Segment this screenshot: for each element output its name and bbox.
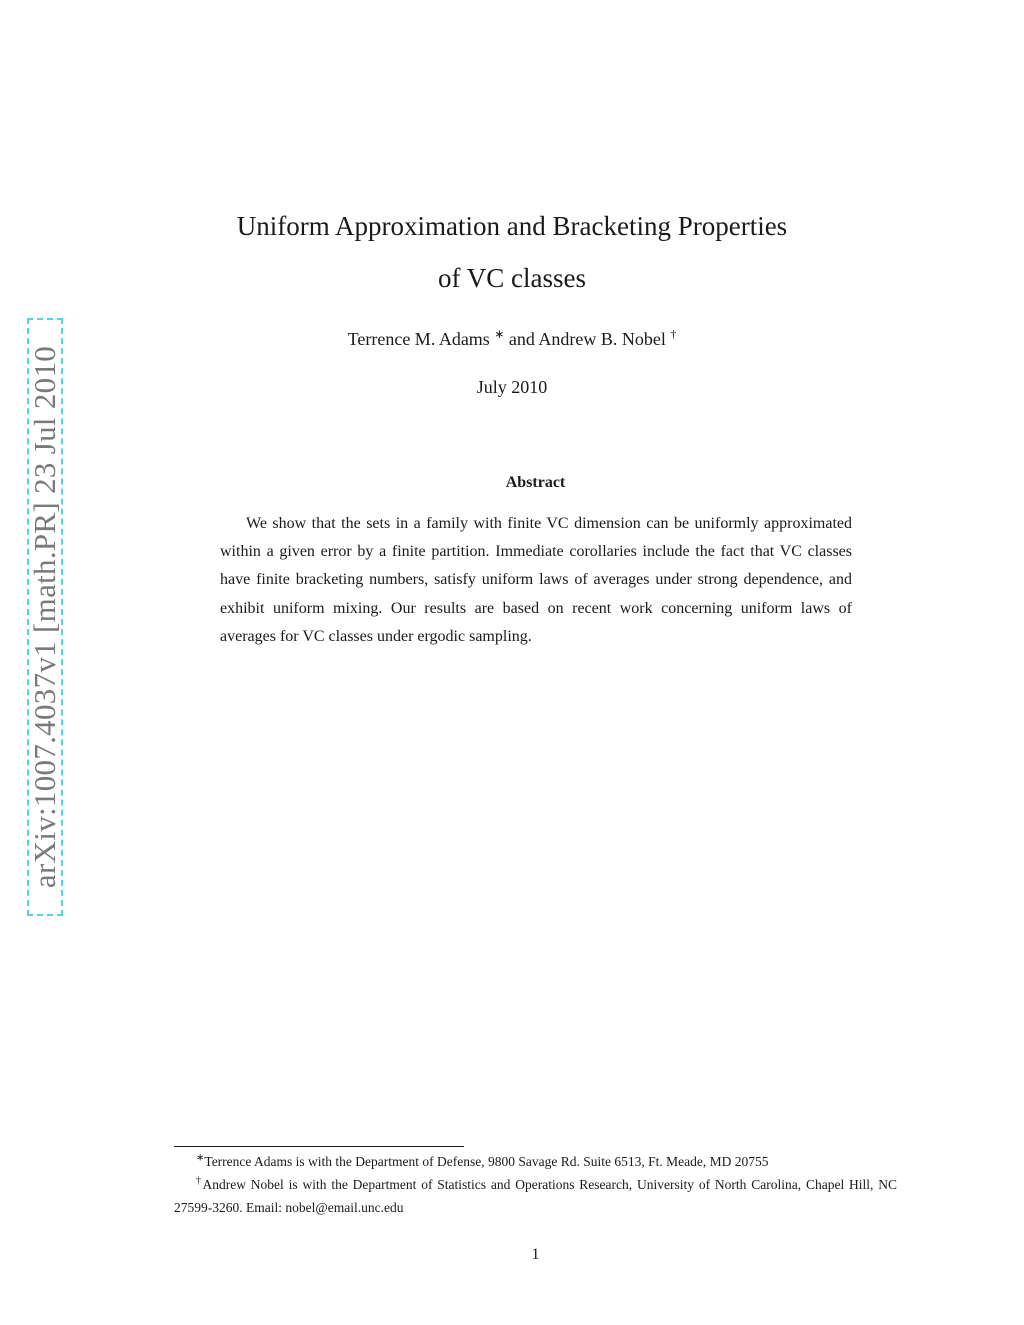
abstract-body: We show that the sets in a family with finite VC dimension can be uniformly approximated within a given error by a finite partition. Immediate corollaries include the fact that VC classes have finite bracketing numbers, satisfy uniform laws of averages under strong dependence, and exhibit uniform mixing. Our results are based on recent work concerning uniform laws of averages for VC classes under ergodic sampling.: [220, 515, 852, 645]
abstract-heading: Abstract: [505, 474, 566, 491]
author-footnote-mark-2: †: [670, 327, 677, 341]
footnote-text: Andrew Nobel is with the Department of Statistics and Operations Research, University of North Carolina, Chapel Hill, NC 27599-3260. Email: nobel@email.unc.edu: [174, 1177, 898, 1215]
page-number: 1: [531, 1246, 540, 1263]
footnote-1: [174, 1150, 897, 1173]
author-name-2: Andrew B. Nobel: [538, 329, 666, 349]
author-footnote-mark-1: ∗: [494, 327, 505, 341]
author-name-1: Terrence M. Adams: [347, 329, 490, 349]
footnote-text: Terrence Adams is with the Department of Defense, 9800 Savage Rd. Suite 6513, Ft. Meade, MD 20755: [204, 1154, 769, 1169]
author-connector: and: [504, 329, 539, 349]
footnote-rule: [174, 1146, 464, 1147]
footnote-2: [174, 1173, 897, 1219]
author-line: [0, 325, 1024, 353]
footnote-mark: ∗: [196, 1152, 205, 1164]
arxiv-stamp: [27, 318, 63, 916]
paper-title: [0, 200, 1024, 304]
title-line-1: Uniform Approximation and Bracketing Properties: [236, 211, 788, 241]
footnotes: [174, 1150, 897, 1219]
footnote-mark: †: [196, 1175, 203, 1187]
paper-date: July 2010: [476, 377, 548, 397]
title-line-2: of VC classes: [438, 263, 586, 293]
arxiv-stamp-text: arXiv:1007.4037v1 [math.PR] 23 Jul 2010: [27, 345, 62, 889]
